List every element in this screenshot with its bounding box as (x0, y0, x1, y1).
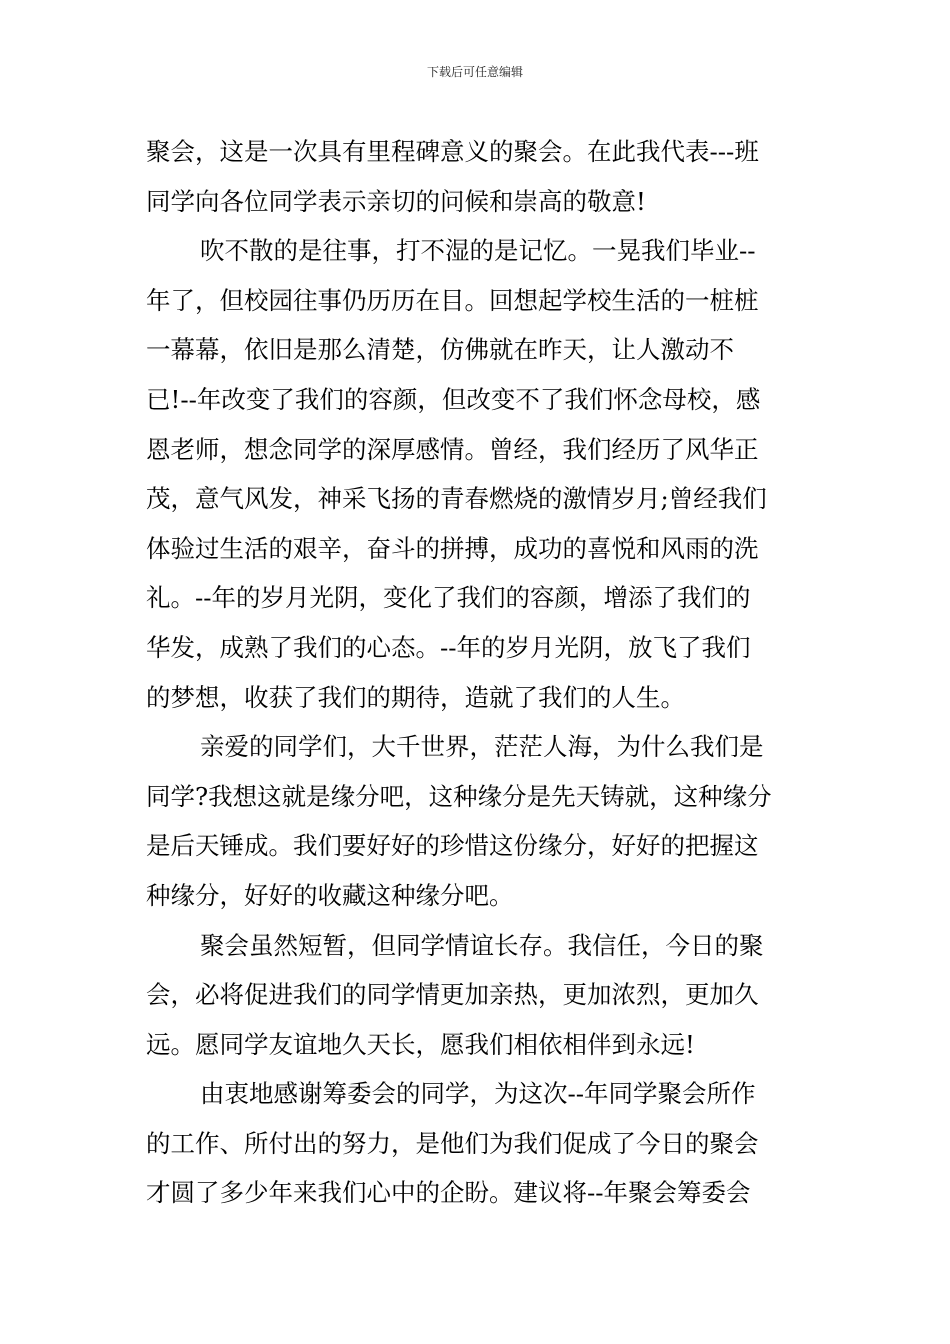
text-line: 礼。--年的岁月光阴，变化了我们的容颜，增添了我们的 (146, 583, 751, 613)
text-line: 的工作、所付出的努力，是他们为我们促成了今日的聚会 (146, 1128, 759, 1158)
paragraph-start-line: 由衷地感谢筹委会的同学，为这次--年同学聚会所作 (200, 1079, 756, 1109)
text-line: 远。愿同学友谊地久天长，愿我们相依相伴到永远! (146, 1029, 695, 1059)
text-line: 已!--年改变了我们的容颜，但改变不了我们怀念母校，感 (146, 384, 761, 414)
text-line: 一幕幕，依旧是那么清楚，仿佛就在昨天，让人激动不 (146, 335, 734, 365)
text-line: 聚会，这是一次具有里程碑意义的聚会。在此我代表---班 (146, 137, 759, 166)
text-line: 茂，意气风发，神采飞扬的青春燃烧的激情岁月;曾经我们 (146, 484, 767, 514)
paragraph-start-line: 吹不散的是往事，打不湿的是记忆。一晃我们毕业-- (200, 236, 756, 266)
page-header: 下载后可任意编辑 (426, 65, 523, 79)
paragraph-start-line: 亲爱的同学们，大千世界，茫茫人海，为什么我们是 (200, 732, 764, 762)
text-line: 的梦想，收获了我们的期待，造就了我们的人生。 (146, 682, 685, 712)
text-line: 年了，但校园往事仍历历在目。回想起学校生活的一桩桩 (146, 285, 759, 315)
text-line: 才圆了多少年来我们心中的企盼。建议将--年聚会筹委会 (146, 1178, 751, 1208)
document-body (146, 127, 810, 1218)
text-line: 同学向各位同学表示亲切的问候和崇高的敬意! (146, 186, 646, 216)
text-line: 华发，成熟了我们的心态。--年的岁月光阴，放飞了我们 (146, 632, 751, 662)
text-line: 是后天锤成。我们要好好的珍惜这份缘分，好好的把握这 (146, 831, 759, 861)
text-line: 体验过生活的艰辛，奋斗的拼搏，成功的喜悦和风雨的洗 (146, 533, 759, 563)
text-line: 种缘分，好好的收藏这种缘分吧。 (146, 880, 514, 910)
text-line: 恩老师，想念同学的深厚感情。曾经，我们经历了风华正 (146, 434, 759, 464)
text-line: 会，必将促进我们的同学情更加亲热，更加浓烈，更加久 (146, 980, 759, 1010)
text-line: 同学?我想这就是缘分吧，这种缘分是先天铸就，这种缘分 (146, 781, 772, 811)
paragraph-start-line: 聚会虽然短暂，但同学情谊长存。我信任，今日的聚 (200, 930, 764, 960)
